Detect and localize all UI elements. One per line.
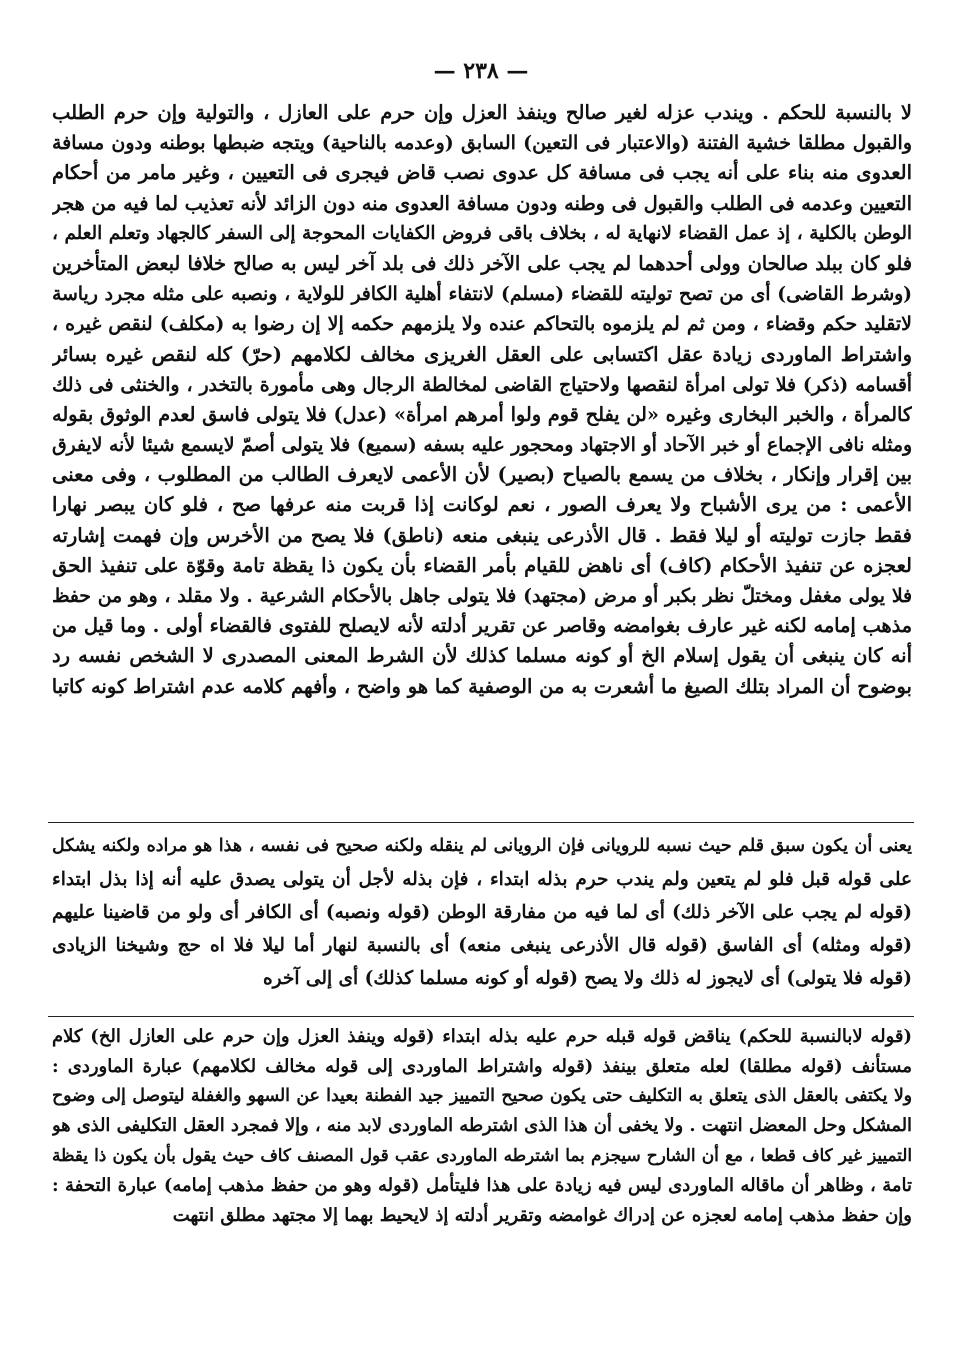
main-text-line: العدوى منه بناء على أنه يجب فى مسافة كل عدوى نصب قاض فيجرى فى التعيين ، وغير مامر من أحكام [52, 161, 912, 185]
footnote-block-upper [52, 830, 912, 995]
main-text-line: ومثله نافى الإجماع أو خبر الآحاد أو الاجتهاد ومحجور عليه بسفه (سميع) فلا يتولى أصمّ لايسمع شيئا لأنه لايفرق [52, 434, 912, 457]
footnote-line: وإن حفظ مذهب إمامه لعجزه عن إدراك غوامضه وتقرير أدلته إذ لايحيط بهما إلا مجتهد مطلق انتهت [172, 1204, 912, 1226]
main-text-line: واشتراط الماوردى زيادة عقل اكتسابى على العقل الغريزى مخالف لكلامهم (حرّ) كله لنقص غيره بسائر [52, 342, 912, 366]
footnote-line: (قوله لابالنسبة للحكم) يناقض قوله قبله حرم عليه بذله ابتداء (قوله وينفذ العزل وإن حرم على العازل الخ) كلام [52, 1026, 912, 1047]
main-text-line: لعجزه عن تنفيذ الأحكام (كاف) أى ناهض للقيام بأمر القضاء بأن يكون ذا يقظة تامة وقوّة على تنفيذ الحق [52, 553, 912, 577]
footnote-line: تامة ، وظاهر أن ماقاله الماوردى ليس فيه زيادة على هذا فليتأمل (قوله وهو من حفظ مذهب إمامه) عبارة التحفة : [52, 1174, 912, 1196]
footnote-line: (قوله ومثله) أى الفاسق (قوله قال الأذرعى ينبغى منعه) أى بالنسبة لنهار أما ليلا فلا اه حج وشيخنا الزيادى [52, 935, 912, 956]
main-text-line: (وشرط القاضى) أى من تصح توليته للقضاء (مسلم) لانتفاء أهلية الكافر للولاية ، ونصبه على مثله مجرد رياسة [52, 283, 912, 306]
main-text-line: بوضوح أن المراد بتلك الصيغ ما أشعرت به من الوصفية كما هو واضح ، وأفهم كلامه عدم اشتراط كونه كاتبا [52, 674, 912, 698]
footnote-line: (قوله لم يجب على الآخر ذلك) أى لما فيه من مفارقة الوطن (قوله ونصبه) أى الكافر أى ولو من قاضينا عليهم [52, 902, 912, 923]
main-text-line: والقبول مطلقا خشية الفتنة (والاعتبار فى التعين) السابق (وعدمه بالناحية) ويتجه ضبطها بوطنه ودون مسافة [52, 132, 912, 155]
main-text-line: الوطن بالكلية ، إذ عمل القضاء لانهاية له ، بخلاف باقى فروض الكفايات المحوجة إلى السفر كالجهاد وتعلم العلم ، [52, 222, 912, 244]
footnote-line: المشكل وحل المعضل انتهت . ولا يخفى أن هذا الذى اشترطه الماوردى لابد منه ، وإلا فمجرد العقل التكليفى الذى هو [52, 1115, 912, 1137]
main-text [52, 98, 912, 702]
main-text-line: أقسامه (ذكر) فلا تولى امرأة لنقصها ولاحتياج القاضى لمخالطة الرجال وهى مأمورة بالتخدر ، والخنثى فى ذلك [52, 373, 912, 396]
footnote-block-lower [52, 1022, 912, 1231]
main-text-line: التعيين وعدمه فى الطلب والقبول فى وطنه ودون مسافة العدوى منه دون الزائد لأنه تعذيب لما فيه من هجر [52, 191, 912, 215]
footnote-line: مستأنف (قوله مطلقا) لعله متعلق بينفذ (قوله واشتراط الماوردى إلى قوله مخالف لكلامهم) عبارة الماوردى : [52, 1055, 912, 1077]
main-text-line: بين إقرار وإنكار ، بخلاف من يسمع بالصياح (بصير) لأن الأعمى لايعرف الطالب من المطلوب ، وفى معنى [52, 463, 912, 487]
main-text-line: أنه كان ينبغى أن يقول إسلام الخ أو كونه مسلما كذلك لأن الشرط المعنى المصدرى لا الشخص نفسه رد [52, 644, 912, 668]
footnote-line: التمييز غير كاف قطعا ، مع أن الشارح سيجزم بما اشترطه الماوردى عقب قول المصنف كاف حيث يقول بأن يكون ذا يقظة [52, 1145, 912, 1166]
footnote-line: يعنى أن يكون سبق قلم حيث نسبه للرويانى فإن الرويانى لم ينقله ولكنه صحيح فى نفسه ، هذا هو مراده ولكنه يشكل [52, 836, 912, 856]
main-text-line: لاتقليد حكم وقضاء ، ومن ثم لم يلزموه بالتحاكم عنده ولا يلزمهم حكمه إلا إن رضوا به (مكلف) لنقص غيره ، [52, 313, 912, 336]
main-text-line: كالمرأة ، والخبر البخارى وغيره «لن يفلح قوم ولوا أمرهم امرأة» (عدل) فلا يتولى فاسق لعدم الوثوق بقوله [52, 402, 912, 426]
footnote-divider [48, 1016, 914, 1017]
main-text-line: فقط جازت توليته أو ليلا فقط . قال الأذرعى ينبغى منعه (ناطق) فلا يصح من الأخرس وإن فهمت إشارته [52, 523, 912, 547]
main-text-line: الأعمى : من يرى الأشباح ولا يعرف الصور ، نعم لوكانت إذا قربت منه عرفها صح ، فلو كان يبصر نهارا [52, 493, 912, 517]
footnote-line: (قوله فلا يتولى) أى لايجوز له ذلك ولا يصح (قوله أو كونه مسلما كذلك) أى إلى آخره [262, 968, 912, 989]
main-text-line: فلا يولى مغفل ومختلّ نظر بكبر أو مرض (مجتهد) فلا يتولى جاهل بالأحكام الشرعية . ولا مقلد ، وهو من حفظ [52, 585, 912, 607]
page-number: — ٢٣٨ — [433, 58, 529, 84]
footnote-line: على قوله قبل فلو لم يتعين ولم يندب حرم بذله ابتداء ، فإن بذله لأجل أن يتولى يصدق عليه أنه إذا بذل ابتداء [52, 869, 912, 890]
footnote-divider [48, 822, 914, 823]
main-text-line: لا بالنسبة للحكم . ويندب عزله لغير صالح وينفذ العزل وإن حرم على العازل ، والتولية وإن حرم الطلب [52, 101, 912, 124]
main-text-line: فلو كان ببلد صالحان وولى أحدهما لم يجب على الآخر ذلك فى بلد آخر ليس به صالح خلافا لبعض المتأخرين [52, 251, 912, 275]
main-text-line: مذهب إمامه لكنه غير عارف بغوامضه وقاصر عن تقرير أدلته لأنه لايصلح للفتوى فالقضاء أولى . وما قيل من [52, 614, 912, 638]
footnote-line: ولا يكتفى بالعقل الذى يتعلق به التكليف حتى يكون صحيح التمييز جيد الفطنة بعيدا عن السهو والغفلة ليتوصل إلى وضوح [52, 1085, 912, 1106]
